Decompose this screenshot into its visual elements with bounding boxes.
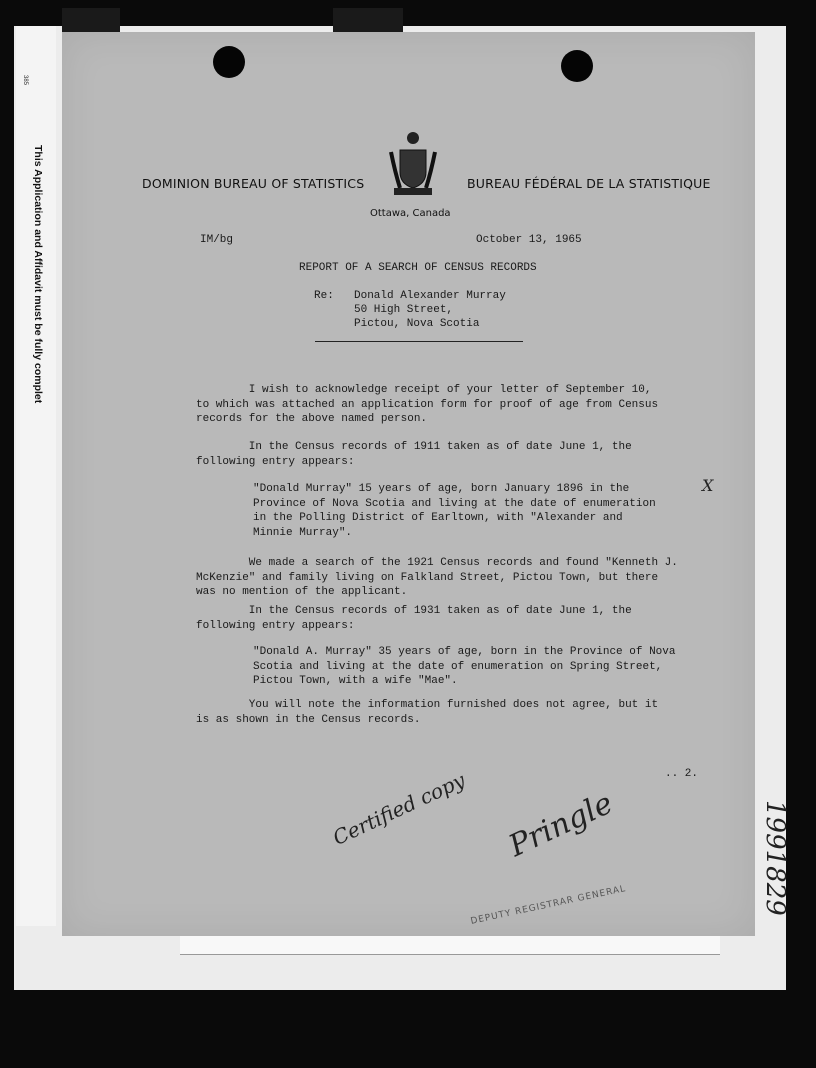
punch-hole	[213, 46, 245, 78]
paragraph-closing: You will note the information furnished does not agree, but it is as shown in the Census records.	[196, 699, 659, 726]
form-instruction: This Application and Affidavit must be fully complet	[32, 145, 44, 404]
page-continuation: .. 2.	[665, 768, 699, 780]
letter-date: October 13, 1965	[476, 234, 582, 246]
binder-tab	[62, 8, 120, 34]
registrar-stamp: DEPUTY REGISTRAR GENERAL	[469, 884, 627, 927]
paragraph-1921: We made a search of the 1921 Census records and found "Kenneth J. McKenzie" and family living on Falkland Street, Pictou Town, but there was no mention of the applicant.	[196, 557, 678, 598]
certified-copy-note: Certified copy	[329, 767, 469, 850]
reference-initials: IM/bg	[200, 234, 234, 246]
entry-1931: "Donald A. Murray" 35 years of age, born in the Province of Nova Scotia and living at the date of enumeration on Spring Street, Pictou Town, with a wife "Mae".	[253, 646, 676, 687]
form-page-number: 385	[22, 75, 28, 86]
letterhead-french: BUREAU FÉDÉRAL DE LA STATISTIQUE	[467, 176, 711, 191]
punch-hole	[561, 50, 593, 82]
margin-file-number: 1991829	[760, 800, 790, 916]
letter-title: REPORT OF A SEARCH OF CENSUS RECORDS	[299, 262, 537, 274]
paragraph-acknowledgement: I wish to acknowledge receipt of your letter of September 10, to which was attached an application form for proof of age from Census records for the above named person.	[196, 384, 659, 425]
letterhead-english: DOMINION BUREAU OF STATISTICS	[142, 176, 365, 191]
signature: Pringle	[503, 785, 619, 865]
form-bottom-edge	[180, 936, 720, 955]
re-name: Donald Alexander Murray	[354, 290, 506, 302]
letterhead-city: Ottawa, Canada	[370, 208, 451, 219]
margin-mark: X	[702, 476, 714, 495]
coat-of-arms-icon	[388, 130, 438, 200]
paragraph-1931-intro: In the Census records of 1931 taken as of date June 1, the following entry appears:	[196, 605, 632, 632]
binder-tab	[333, 8, 403, 34]
divider	[315, 341, 523, 342]
re-city: Pictou, Nova Scotia	[354, 318, 480, 330]
paragraph-1911-intro: In the Census records of 1911 taken as of date June 1, the following entry appears:	[196, 441, 632, 468]
re-street: 50 High Street,	[354, 304, 454, 316]
re-label: Re:	[314, 290, 334, 302]
entry-1911: "Donald Murray" 15 years of age, born January 1896 in the Province of Nova Scotia and living at the date of enumeration in the Polling District of Earltown, with "Alexander and Minnie Murray".	[253, 483, 656, 539]
